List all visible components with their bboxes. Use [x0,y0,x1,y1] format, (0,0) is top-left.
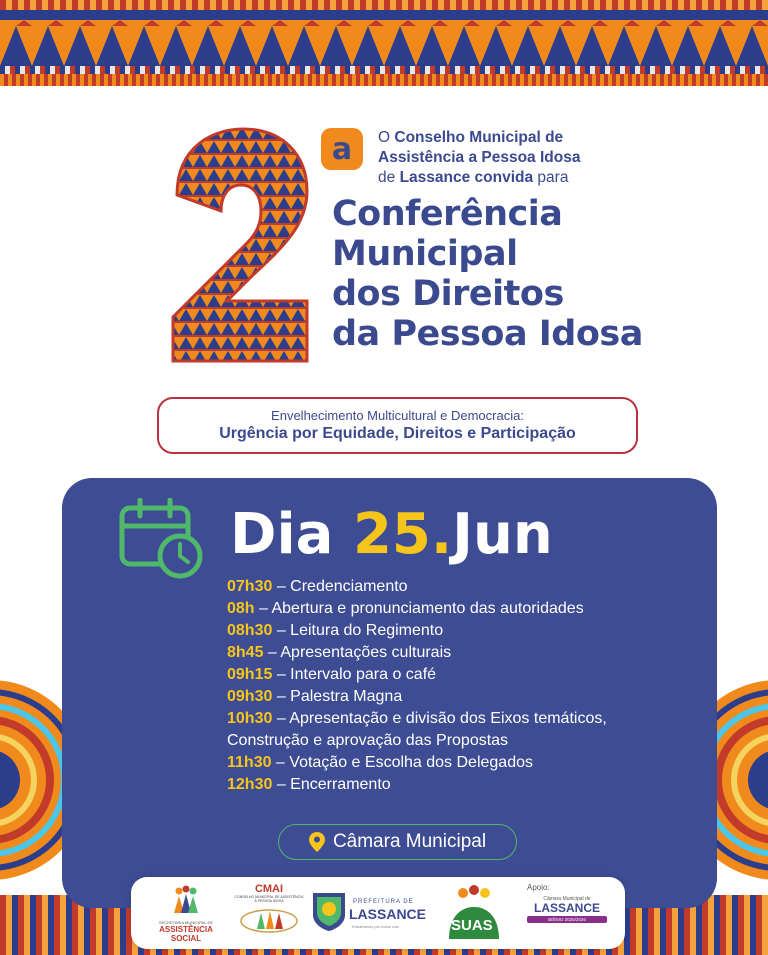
suas-text: SUAS [451,917,493,934]
camara-bienio: BIÊNIO 2025/2026 [527,916,607,923]
theme-headline: Urgência por Equidade, Direitos e Participação [219,425,576,442]
schedule-item: 09h15 – Intervalo para o café [227,666,437,683]
title-line: Conferência [332,194,563,234]
location-pin-icon [309,832,325,852]
venue-pill [278,824,517,860]
theme-box [157,397,638,454]
sponsor-logos-bar [131,877,625,949]
schedule-item: 10h30 – Apresentação e divisão dos Eixos temáticos, [227,710,607,727]
assistencia-social-logo [145,885,227,943]
assistencia-small-text: SECRETARIA MUNICIPAL DE [158,920,214,925]
people-icon [171,885,201,915]
camara-small-text: Câmara Municipal de [543,896,591,902]
cmai-subtext: CONSELHO MUNICIPAL DE ASSISTÊNCIA À PESSOA IDOSA [234,895,304,903]
hands-icon [239,905,299,933]
assistencia-text: ASSISTÊNCIA SOCIAL [159,925,213,943]
camara-text: LASSANCE [533,901,600,915]
page-title [332,194,652,354]
venue-label: Câmara Municipal [332,831,487,852]
apoio-label: Apoio: [527,883,550,892]
prefeitura-text: PREFEITURA DE [353,899,414,905]
title-line: da Pessoa Idosa [332,314,643,354]
triangle-pattern [0,20,768,66]
schedule-item: Construção e aprovação das Propostas [227,732,509,749]
theme-subtitle: Envelhecimento Multicultural e Democracia: [271,408,524,423]
calendar-clock-icon [118,498,204,580]
svg-text:2: 2 [165,125,166,126]
schedule-item: 12h30 – Encerramento [227,776,391,793]
prefeitura-lassance-logo [311,891,431,935]
cmpi-logo-icon: a [321,128,363,170]
top-tribal-border [0,0,768,86]
schedule-item: 11h30 – Votação e Escolha dos Delegados [227,754,533,771]
schedule-list [227,576,697,796]
schedule-item: 09h30 – Palestra Magna [227,688,403,705]
schedule-item: 08h – Abertura e pronunciamento das autoridades [227,600,584,617]
title-line: dos Direitos [332,274,564,314]
camara-lassance-logo [527,883,607,923]
big-number-two-graphic [165,125,315,365]
invitation-text: O Conselho Municipal de Assistência a Pessoa Idosa de Lassance convida para [378,129,581,186]
title-line: Municipal [332,234,518,274]
schedule-item: 07h30 – Credenciamento [227,578,408,595]
suas-logo [445,883,503,941]
cmai-text: CMAI [254,883,284,895]
cmai-logo [233,883,305,938]
prefeitura-slogan: Trabalhando por todos nós [351,924,399,929]
schedule-item: 08h30 – Leitura do Regimento [227,622,444,639]
event-date: Dia 25.Jun [230,502,553,567]
lassance-text: LASSANCE [349,906,427,922]
schedule-item: 8h45 – Apresentações culturais [227,644,452,661]
city-crest-icon [311,891,347,931]
